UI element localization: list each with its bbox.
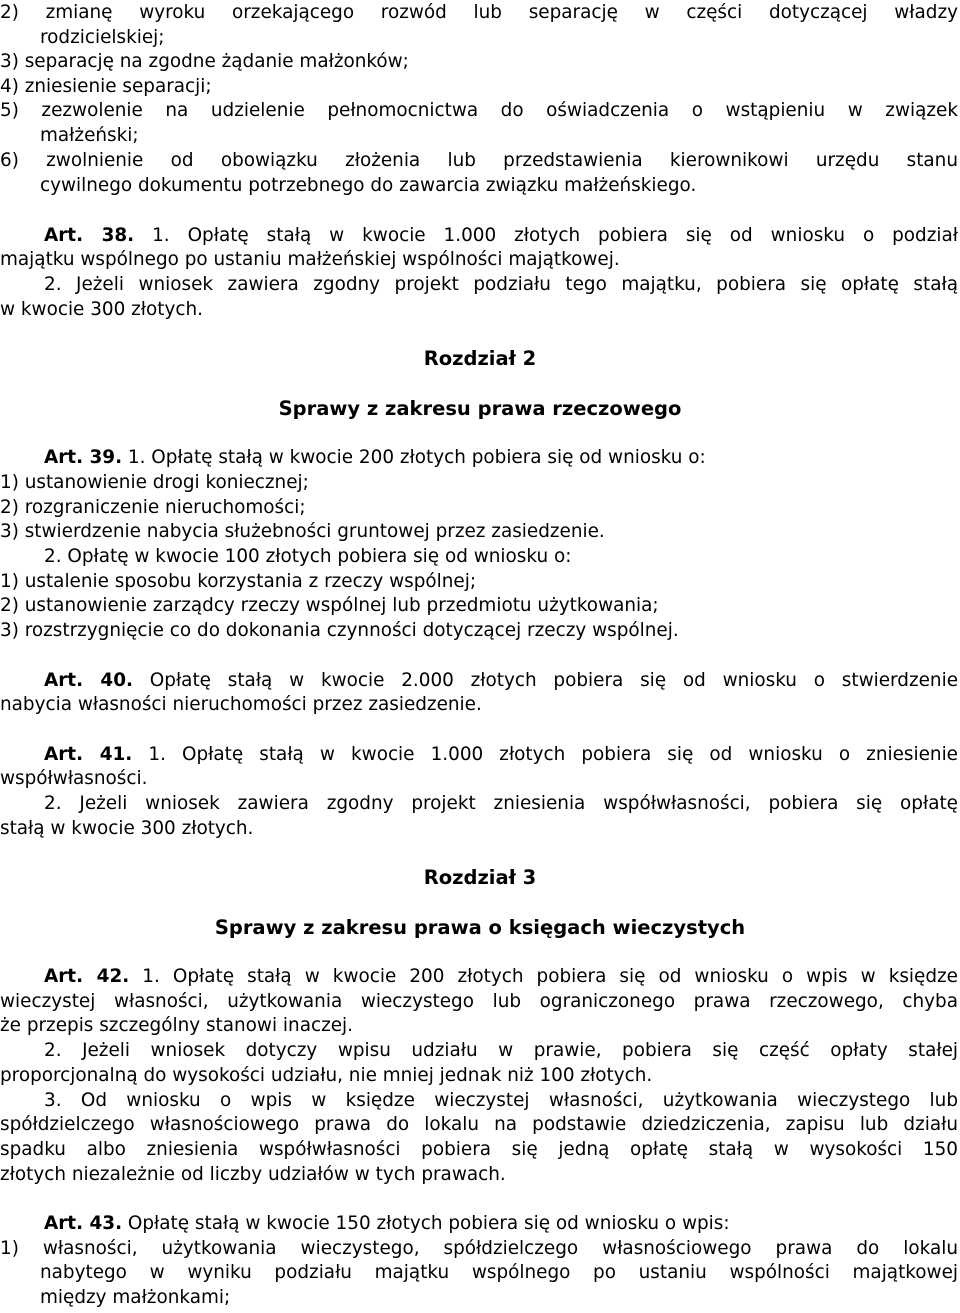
article-text: 1. Opłatę stałą w kwocie 1.000 złotych pobiera się od wniosku o podział [134, 225, 958, 246]
text-line: 3) rozstrzygnięcie co do dokonania czynności dotyczącej rzeczy wspólnej. [0, 620, 679, 641]
section-heading: Rozdział 3 [423, 866, 537, 889]
text-line: wieczystej własności, użytkowania wieczystego lub ograniczonego prawa rzeczowego, chyba [0, 991, 958, 1012]
text-line: 1) ustanowienie drogi koniecznej; [0, 472, 309, 493]
text-line: majątku wspólnego po ustaniu małżeńskiej wspólności majątkowej. [0, 249, 620, 270]
text-line: nabytego w wyniku podziału majątku wspólnego po ustaniu wspólności majątkowej [40, 1262, 958, 1283]
text-line: nabycia własności nieruchomości przez zasiedzenie. [0, 694, 482, 715]
text-line: 1) ustalenie sposobu korzystania z rzeczy wspólnej; [0, 571, 477, 592]
text-line: 2. Opłatę w kwocie 100 złotych pobiera się od wniosku o: [44, 546, 572, 567]
text-line: 2) zmianę wyroku orzekającego rozwód lub separację w części dotyczącej władzy [0, 2, 958, 23]
text-line: stałą w kwocie 300 złotych. [0, 818, 254, 839]
article-number: Art. 42. [44, 966, 130, 987]
article-text: Opłatę stałą w kwocie 2.000 złotych pobiera się od wniosku o stwierdzenie [133, 670, 959, 691]
text-line: 6) zwolnienie od obowiązku złożenia lub przedstawienia kierownikowi urzędu stanu [0, 150, 958, 171]
section-heading: Sprawy z zakresu prawa rzeczowego [278, 397, 682, 420]
text-line: 1) własności, użytkowania wieczystego, spółdzielczego własnościowego prawa do lokalu [0, 1238, 958, 1259]
text-line: cywilnego dokumentu potrzebnego do zawarcia związku małżeńskiego. [40, 175, 697, 196]
text-line: 2. Jeżeli wniosek zawiera zgodny projekt podziału tego majątku, pobiera się opłatę stałą [44, 274, 958, 295]
text-line: 3. Od wniosku o wpis w księdze wieczystej własności, użytkowania wieczystego lub [44, 1090, 958, 1111]
article-line [44, 965, 958, 990]
section-heading: Rozdział 2 [423, 347, 537, 370]
text-line: 2. Jeżeli wniosek zawiera zgodny projekt zniesienia współwłasności, pobiera się opłatę [44, 793, 958, 814]
article-text: 1. Opłatę stałą w kwocie 200 złotych pobiera się od wniosku o wpis w księdze [129, 966, 958, 987]
section-heading: Sprawy z zakresu prawa o księgach wieczystych [214, 916, 746, 939]
article-number: Art. 38. [44, 225, 135, 246]
article-text: 1. Opłatę stałą w kwocie 200 złotych pobiera się od wniosku o: [122, 447, 706, 468]
text-line: spadku albo zniesienia współwłasności pobiera się jedną opłatę stałą w wysokości 150 [0, 1139, 958, 1160]
text-line: 3) stwierdzenie nabycia służebności gruntowej przez zasiedzenie. [0, 521, 605, 542]
text-line: między małżonkami; [40, 1287, 231, 1308]
text-line: złotych niezależnie od liczby udziałów w tych prawach. [0, 1164, 506, 1185]
article-text: Opłatę stałą w kwocie 150 złotych pobiera się od wniosku o wpis: [122, 1213, 730, 1234]
text-line: że przepis szczególny stanowi inaczej. [0, 1015, 353, 1036]
article-line [44, 669, 958, 694]
text-line: 3) separację na zgodne żądanie małżonków; [0, 51, 409, 72]
article-text: 1. Opłatę stałą w kwocie 1.000 złotych pobiera się od wniosku o zniesienie [132, 744, 958, 765]
article-line [44, 1212, 958, 1237]
text-line: spółdzielczego własnościowego prawa do lokalu na podstawie dziedziczenia, zapisu lub działu [0, 1114, 958, 1135]
article-number: Art. 40. [44, 670, 134, 691]
text-line: 2) ustanowienie zarządcy rzeczy wspólnej lub przedmiotu użytkowania; [0, 595, 659, 616]
article-line [44, 446, 958, 471]
article-number: Art. 43. [44, 1213, 123, 1234]
text-line: współwłasności. [0, 768, 148, 789]
text-line: 2. Jeżeli wniosek dotyczy wpisu udziału w prawie, pobiera się część opłaty stałej [44, 1040, 958, 1061]
article-line [44, 743, 958, 768]
text-line: 2) rozgraniczenie nieruchomości; [0, 497, 306, 518]
text-line: 5) zezwolenie na udzielenie pełnomocnictwa do oświadczenia o wstąpieniu w związek [0, 100, 958, 121]
text-line: proporcjonalną do wysokości udziału, nie mniej jednak niż 100 złotych. [0, 1065, 653, 1086]
article-number: Art. 41. [44, 744, 133, 765]
text-line: 4) zniesienie separacji; [0, 76, 212, 97]
text-line: w kwocie 300 złotych. [0, 299, 203, 320]
article-number: Art. 39. [44, 447, 123, 468]
article-line [44, 224, 958, 249]
text-line: małżeński; [40, 125, 139, 146]
text-line: rodzicielskiej; [40, 27, 165, 48]
